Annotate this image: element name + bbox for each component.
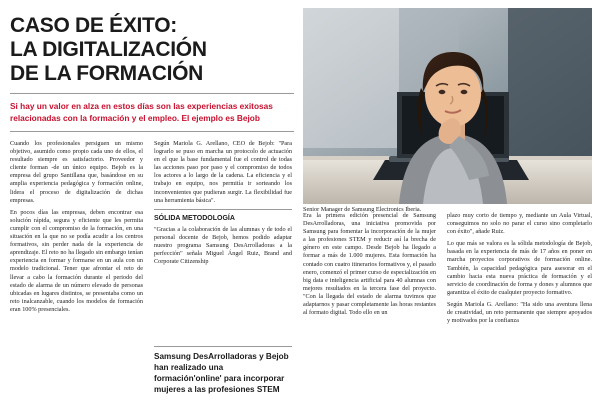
paragraph: Era la primera edición presencial de Samsung DesArrolladoras, una iniciativa promovida por Samsung para fomentar la incorporación de la mujer a las profesiones STEM y reducir así la brecha de género en este campo. Desde Bejob ha llegado a formar a más de 1.000 mujeres. Esta formación ha contado con cuatro itinerarios formativos y, el pasado enero, comenzó el primer curso de especialización en big data e inteligencia artificial para 40 alumnas con mejores resultados en la tercera fase del proyecto. "Con la llegada del estado de alarma tuvimos que adaptarnos y pasar completamente las horas restantes al formato digital. Todo ello en un [303, 212, 436, 317]
divider-subhead [154, 209, 292, 210]
paragraph: plazo muy corto de tiempo y, mediante un Aula Virtual, conseguimos no solo no parar el curso sino completarlo con éxito", añade Ruiz. [447, 212, 592, 236]
pull-quote [154, 346, 292, 395]
paragraph: Cuando los profesionales persiguen un mismo objetivo, asumido como propio cada uno de ellos, el resultado siempre es satisfactorio. Proveedor y cliente forman -de un único equipo. Bejob es la empresa del grupo Santillana que, basándose en su amplia experiencia pedagógica y formación online, lidera el proceso de digitalización de dichas empresas. [10, 140, 143, 204]
divider-standfirst [10, 131, 294, 132]
photo-caption: Senior Manager de Samsung Electronics Iberia. [303, 206, 422, 213]
body-column-4 [447, 212, 592, 329]
paragraph: Según Mariola G. Arellano, CEO de Bejob: "Para lograrlo se puso en marcha un protocolo de actuación en el que la base fundamental fue el control de todas las acciones paso por paso y el compromiso de todos los actores a lo largo de la cadena. La eficiencia y el trabajo en equipo, nos permitía ir sorteando los inconvenientes que pudieran surgir. La flexibilidad fue una herramienta básica". [154, 140, 292, 204]
divider-top [10, 93, 294, 94]
paragraph: Lo que más se valora es la sólida metodología de Bejob, basada en la experiencia de más de 17 años en poner en marcha proyectos corporativos de formación online. También, la capacidad pedagógica para asesorar en el cambio hacia esta nueva práctica de formación y el servicio de coordinación de forma y dones y alumnos que garantiza el éxito de cualquier proyecto formativo. [447, 240, 592, 296]
pull-quote-text: Samsung DesArrolladoras y Bejob han realizado una formación'online' para incorporar mujeres a las profesiones STEM [154, 352, 289, 394]
standfirst: Si hay un valor en alza en estos días son las experiencias exitosas relacionadas con la formación y el empleo. El ejemplo es Bejob [10, 101, 273, 123]
section-subhead: SÓLIDA METODOLOGÍA [154, 214, 235, 222]
headline-line-3: DE LA FORMACIÓN [10, 62, 204, 85]
divider-pullquote [154, 346, 292, 347]
paragraph: "Gracias a la colaboración de las alumnas y de todo el personal docente de Bejob, hemos podido adaptar nuestro programa Samsung DesArrolladoras a la perfección" señala Miguel Ángel Ruiz, Brand and Corporate Citizenship [154, 225, 292, 266]
paragraph: En pocos días las empresas, deben encontrar esa solución rápida, segura y eficiente que les permita cumplir con el compromiso de la formación, en una situación en la que no se podía acudir a los centros formativos, sin perder nada de la experiencia de aprendizaje. El reto no ha llegado sin embargo tenían experiencia en formar y formarse en un aula con un modelo tradicional. Tener que afrontar el reto de llevar a cabo la formación durante el periodo del estado de alarma de un número elevado de personas ubicadas en lugares distintos, se presentaba como un reto inalcanzable, cuando los modelos de formación eran 100% presenciales. [10, 208, 143, 313]
headline-line-2: LA DIGITALIZACIÓN [10, 38, 207, 61]
body-column-3 [303, 212, 436, 321]
article-photo [303, 8, 592, 204]
paragraph: Según Mariola G. Arellano: "Ha sido una aventura llena de creatividad, un reto permanente que siempre apoyados y motivados por la confianza [447, 300, 592, 325]
headline-line-1: CASO DE ÉXITO: [10, 14, 177, 37]
body-column-1 [10, 140, 143, 318]
page-title [10, 14, 292, 86]
photo-illustration [303, 8, 592, 204]
body-column-2 [154, 140, 292, 270]
